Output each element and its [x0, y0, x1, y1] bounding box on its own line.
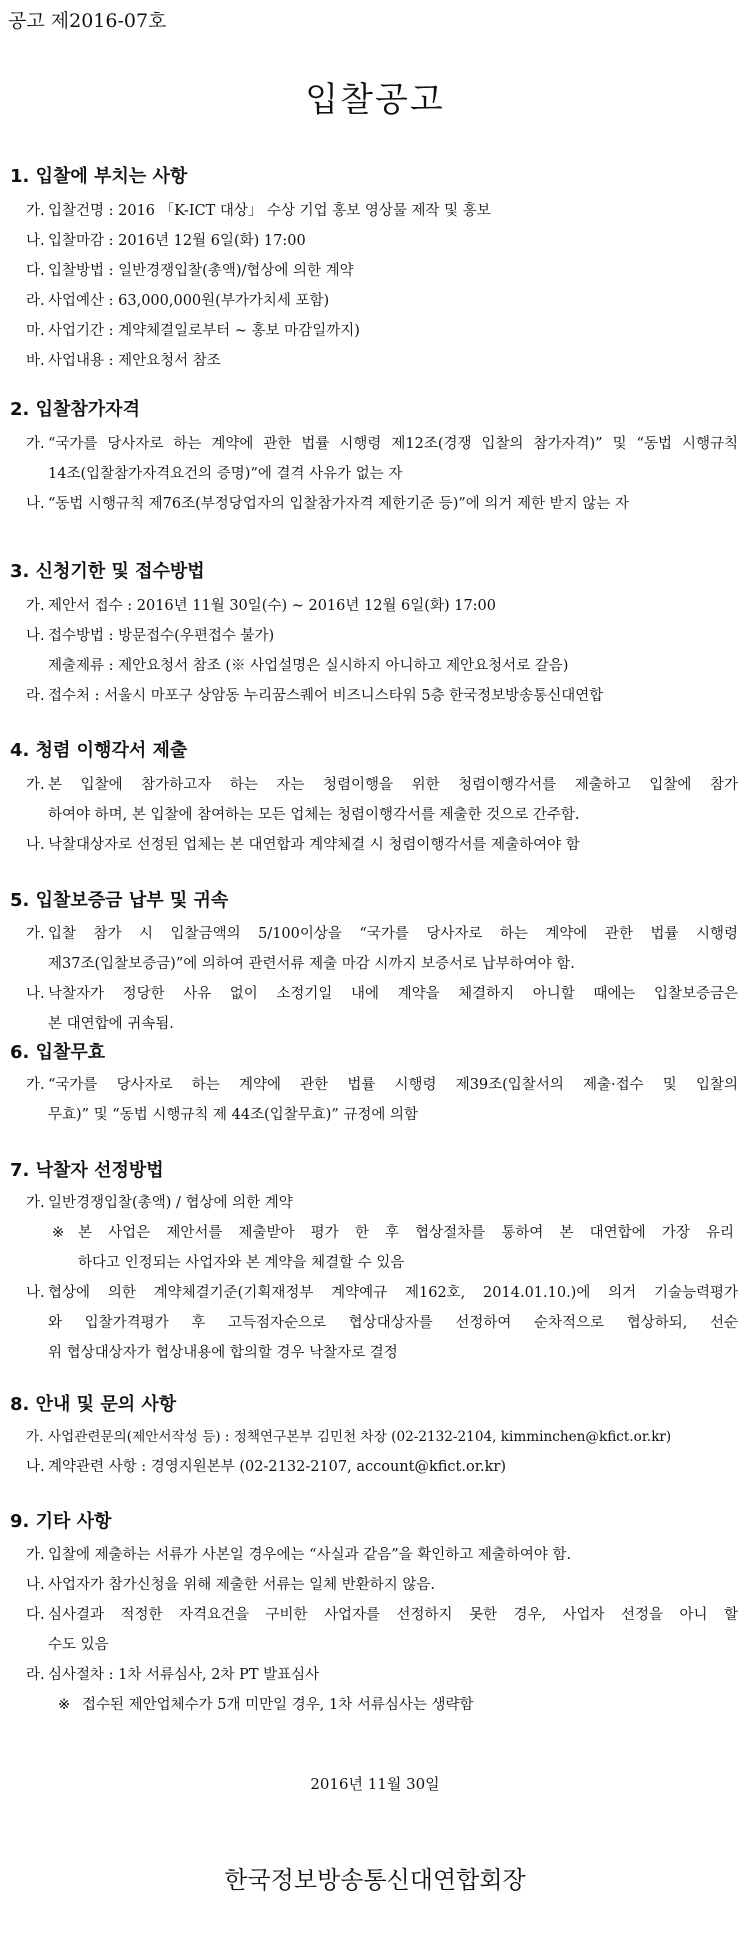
announcement-date: 2016년 11월 30일: [310, 1775, 440, 1793]
list-item: 나. 사업자가 참가신청을 위해 제출한 서류는 일체 반환하지 않음.: [26, 1577, 436, 1593]
list-item-continuation: 14조(입찰참가자격요건의 증명)”에 결격 사유가 없는 자: [48, 466, 403, 482]
document-title: 입찰공고: [305, 80, 445, 120]
list-item-continuation: 제37조(입찰보증금)”에 의하여 관련서류 제출 마감 시까지 보증서로 납부하여야 함.: [48, 956, 575, 972]
list-item: 마. 사업기간 : 계약체결일로부터 ~ 홍보 마감일까지): [26, 323, 360, 339]
list-item: 가. “국가를 당사자로 하는 계약에 관한 법률 시행령 제12조(경쟁 입찰의 참가자격)” 및 “동법 시행규칙: [26, 436, 738, 452]
list-item: 라. 심사절차 : 1차 서류심사, 2차 PT 발표심사: [26, 1667, 320, 1683]
list-item-continuation: 무효)” 및 “동법 시행규칙 제 44조(입찰무효)” 규정에 의함: [48, 1107, 419, 1123]
list-item-continuation: 수도 있음: [48, 1637, 109, 1653]
list-item: 가. 일반경쟁입찰(총액) / 협상에 의한 계약: [26, 1195, 293, 1211]
list-item: 나. 낙찰대상자로 선정된 업체는 본 대연합과 계약체결 시 청렴이행각서를 제출하여야 함: [26, 837, 580, 853]
list-item: 제출제류 : 제안요청서 참조 (※ 사업설명은 실시하지 아니하고 제안요청서로 갈음): [48, 658, 569, 674]
section-heading: 3. 신청기한 및 접수방법: [10, 561, 205, 582]
list-item-continuation: 와 입찰가격평가 후 고득점자순으로 협상대상자를 선정하여 순차적으로 협상하되, 선순: [48, 1315, 738, 1331]
list-item: 가. 사업관련문의(제안서작성 등) : 정책연구본부 김민천 차장 (02-2132-2104, kimminchen@kfict.or.kr): [26, 1429, 672, 1445]
note-item: ※ 본 사업은 제안서를 제출받아 평가 한 후 협상절차를 통하여 본 대연합에 가장 유리: [52, 1225, 734, 1241]
list-item: 가. 입찰에 제출하는 서류가 사본일 경우에는 “사실과 같음”을 확인하고 제출하여야 함.: [26, 1547, 572, 1563]
list-item: 가. “국가를 당사자로 하는 계약에 관한 법률 시행령 제39조(입찰서의 제출·접수 및 입찰의: [26, 1077, 738, 1093]
section-heading: 5. 입찰보증금 납부 및 귀속: [10, 890, 229, 911]
list-item: 나. “동법 시행규칙 제76조(부정당업자의 입찰참가자격 제한기준 등)”에 의거 제한 받지 않는 자: [26, 496, 629, 512]
list-item: 라. 접수처 : 서울시 마포구 상암동 누리꿈스퀘어 비즈니스타워 5층 한국정보방송통신대연합: [26, 688, 604, 704]
list-item: 가. 제안서 접수 : 2016년 11월 30일(수) ~ 2016년 12월 6일(화) 17:00: [26, 598, 497, 614]
list-item: 가. 입찰건명 : 2016 「K-ICT 대상」 수상 기업 홍보 영상물 제작 및 홍보: [26, 203, 491, 219]
section-heading: 6. 입찰무효: [10, 1042, 106, 1063]
list-item: 다. 심사결과 적정한 자격요건을 구비한 사업자를 선정하지 못한 경우, 사업자 선정을 아니 할: [26, 1607, 738, 1623]
notice-number: 공고 제2016-07호: [8, 10, 167, 32]
note-continuation: 하다고 인정되는 사업자와 본 계약을 체결할 수 있음: [78, 1255, 405, 1271]
list-item: 나. 낙찰자가 정당한 사유 없이 소정기일 내에 계약을 체결하지 아니할 때에는 입찰보증금은: [26, 986, 738, 1002]
note-item: ※ 접수된 제안업체수가 5개 미만일 경우, 1차 서류심사는 생략함: [58, 1697, 474, 1713]
list-item: 바. 사업내용 : 제안요청서 참조: [26, 353, 221, 369]
list-item-continuation: 본 대연합에 귀속됨.: [48, 1016, 174, 1032]
list-item: 나. 계약관련 사항 : 경영지원본부 (02-2132-2107, account@kfict.or.kr): [26, 1459, 507, 1475]
section-heading: 4. 청렴 이행각서 제출: [10, 740, 188, 761]
list-item: 다. 입찰방법 : 일반경쟁입찰(총액)/협상에 의한 계약: [26, 263, 354, 279]
list-item-continuation: 위 협상대상자가 협상내용에 합의할 경우 낙찰자로 결정: [48, 1345, 398, 1361]
section-heading: 8. 안내 및 문의 사항: [10, 1394, 177, 1415]
section-heading: 9. 기타 사항: [10, 1511, 112, 1532]
list-item: 나. 협상에 의한 계약체결기준(기획재정부 계약예규 제162호, 2014.01.10.)에 의거 기술능력평가: [26, 1285, 738, 1301]
list-item: 가. 본 입찰에 참가하고자 하는 자는 청렴이행을 위한 청렴이행각서를 제출하고 입찰에 참가: [26, 777, 738, 793]
list-item: 나. 입찰마감 : 2016년 12월 6일(화) 17:00: [26, 233, 306, 249]
section-heading: 1. 입찰에 부치는 사항: [10, 166, 188, 187]
list-item: 라. 사업예산 : 63,000,000원(부가가치세 포함): [26, 293, 330, 309]
list-item: 가. 입찰 참가 시 입찰금액의 5/100이상을 “국가를 당사자로 하는 계약에 관한 법률 시행령: [26, 926, 738, 942]
list-item: 나. 접수방법 : 방문접수(우편접수 불가): [26, 628, 275, 644]
signature: 한국정보방송통신대연합회장: [224, 1866, 526, 1894]
section-heading: 7. 낙찰자 선정방법: [10, 1160, 164, 1181]
section-heading: 2. 입찰참가자격: [10, 399, 140, 420]
list-item-continuation: 하여야 하며, 본 입찰에 참여하는 모든 업체는 청렴이행각서를 제출한 것으로 간주함.: [48, 807, 580, 823]
